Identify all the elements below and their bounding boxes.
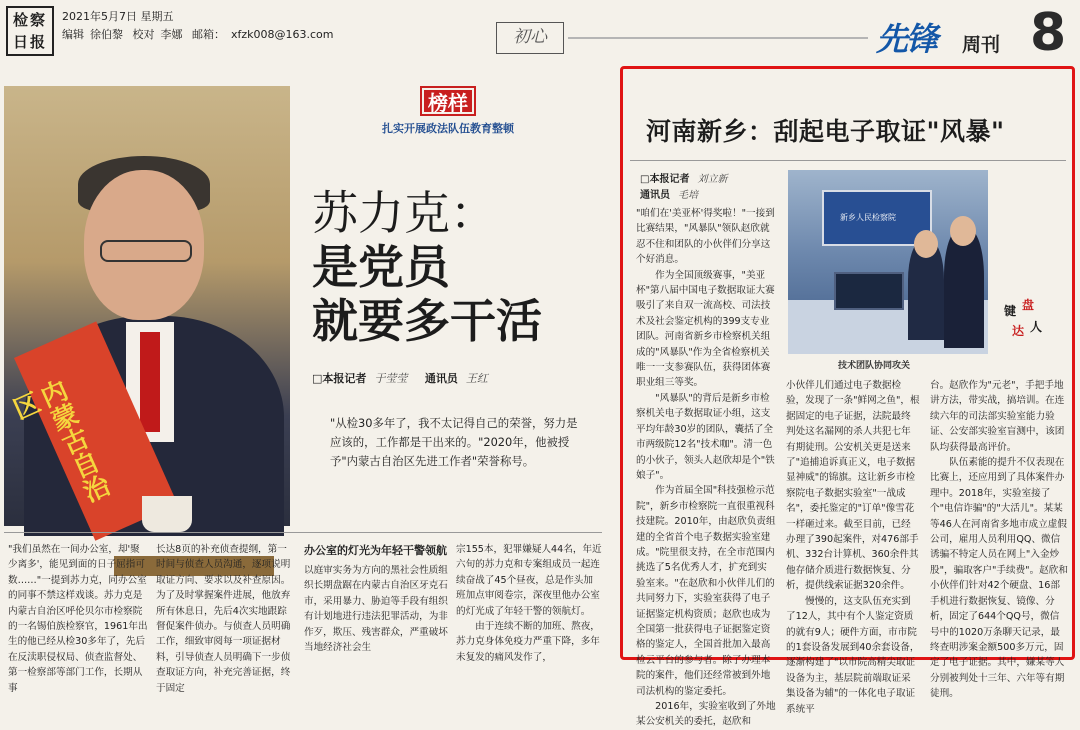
right-headline[interactable]: 河南新乡：刮起电子取证"风暴" <box>646 117 1005 146</box>
byline-correspondent-name: 毛培 <box>678 190 698 201</box>
header-divider <box>568 37 868 39</box>
badge-char-2: 盘 <box>1022 298 1035 312</box>
left-body-col-3-text: 以庭审实务为方向的黑社会性质组织长期盘踞在内蒙古自治区牙克石市，采用暴力、胁迫等手段有组织有计划地进行违法犯罪活动，为非作歹，欺压、残害群众，严重破坏当地经济社会生 <box>304 565 448 654</box>
role-model-tag: 榜样 <box>420 86 476 116</box>
byline-reporter-name: 于莹莹 <box>374 372 408 385</box>
photo-monitor <box>834 272 904 310</box>
proofreader-name: 李娜 <box>160 28 183 41</box>
byline-key-correspondent: 通讯员 <box>640 190 670 201</box>
badge-char-1: 键 <box>1004 304 1017 318</box>
masthead <box>0 0 1080 66</box>
sash-text: 内蒙古自治区 <box>5 376 113 507</box>
right-body-col-2: 小伙伴儿们通过电子数据检验，发现了一条"鲜网之鱼"，根据固定的电子证据，法院最终判处这名漏网的杀人共犯七年有期徒刑。公安机关更是送来了"追捕追诉真正义，电子数据显神威"的锦旗。这让新乡市检察院电子数据实验室"一战成名"，委托鉴定的"订单"像雪花一样砸过来。截至目前，已经办理了390起案件，对476部手机、332台计算机、360余件其他存储介质进行数据恢复、分析，提供线索证据320余件。 慢慢的，这支队伍充实到了12人，其中有个人鉴定资质的就有9人；硬件方面，市市院的1套设备发展到40余套设备，逐渐构建了"以市院高精尖取证设备为主，基层院前端取证采集设备为辅"的一体化电子取证系统平 <box>786 380 920 715</box>
byline-key-reporter: □本报记者 <box>312 372 367 385</box>
left-headline[interactable] <box>312 186 542 348</box>
headline-line-2: 是党员 <box>312 240 450 294</box>
badge-char-4: 人 <box>1030 320 1043 334</box>
photo-tie <box>140 332 160 432</box>
photo-face-2 <box>950 216 976 246</box>
left-body-col-3 <box>304 542 450 662</box>
byline-key-correspondent: 通讯员 <box>424 372 458 385</box>
header-meta <box>62 8 340 44</box>
photo-glasses <box>100 240 192 262</box>
campaign-subtitle: 扎实开展政法队伍教育整顿 <box>382 122 514 135</box>
editor-name: 徐伯黎 <box>90 28 123 41</box>
right-divider <box>630 160 1066 161</box>
headline-line-1: 苏力克： <box>312 186 496 240</box>
photo-cup <box>142 496 192 532</box>
date-line: 2021年5月7日 星期五 <box>62 10 174 23</box>
portrait-photo <box>4 86 290 526</box>
column-tag: 初心 <box>496 22 564 54</box>
keyboard-expert-badge <box>1004 296 1048 342</box>
email-label: 邮箱： <box>192 28 225 41</box>
right-byline <box>640 172 727 204</box>
left-byline <box>312 370 502 386</box>
photo-person-2 <box>944 228 984 348</box>
editor-label: 编辑 <box>62 28 84 41</box>
left-body-col-4: 宗155本，犯罪嫌疑人44名，年近六旬的苏力克和专案组成员一起连续奋战了45个昼夜，总是作头加班加点审阅卷宗，深夜里他办公室的灯光成了年轻干警的领航灯。 由于连续不断的加班、熬夜，苏力克身体免疫力严重下降，多年未复发的痛风发作了， <box>456 544 602 663</box>
newspaper-logo: 检察日报 <box>6 6 54 56</box>
left-body-col-1: "我们虽然在一间办公室，却'聚少离多'，能见到面的日子屈指可数……"一提到苏力克，同办公室的同事不禁这样戏谈。苏力克是内蒙古自治区呼伦贝尔市检察院的一名锡伯族检察官，1961年出生的他已经从检30多年了，先后在反渎职侵权局、侦查监督处、第一检察部等部门工作，长期从事 <box>8 544 148 694</box>
right-body-col-3: 台。赵欣作为"元老"，手把手地讲方法，带实战，搞培训。在连续六年的司法部实验室能力验证、公安部实验室盲测中，该团队均获得最高评价。 队伍素能的提升不仅表现在比赛上，还应用到了具体案件办理中。2018年，实验室接了个"电信诈骗"的"大活儿"。某某等46人在河南省多地市成立虚假公司，雇用人员利用QQ、微信诱骗不特定人员在网上"入金炒股"，骗取客户"手续费"。赵欣和小伙伴们针对42个硬盘、16部手机进行数据恢复、镜像、分析，固定了644个QQ号，微信号中的1020万条聊天记录，最终查明涉案金额500多万元，固定了电子证据。其中，嫌某等人分别被判处十三年、六年等有期徒刑。 <box>930 380 1068 700</box>
team-photo <box>788 170 988 354</box>
section-title: 先锋 <box>876 20 937 58</box>
byline-reporter-name: 刘立新 <box>697 174 728 185</box>
weekly-label: 周刊 <box>962 34 1001 56</box>
subhead: 办公室的灯光为年轻干警领航 <box>304 544 447 557</box>
pull-quote: "从检30多年了，我不太记得自己的荣誉，努力是应该的，工作都是干出来的。"2020年，他被授予"内蒙古自治区先进工作者"荣誉称号。 <box>330 416 578 468</box>
email-link[interactable]: xfzk008@163.com <box>231 28 334 41</box>
screen-text: 新乡人民检察院 <box>840 213 896 222</box>
headline-line-3: 就要多干活 <box>312 294 542 348</box>
photo-caption: 技术团队协同攻关 <box>838 361 911 371</box>
photo-face-1 <box>914 230 938 258</box>
left-body-col-2: 长达8页的补充侦查提纲，第一时间与侦查人员沟通，逐项说明取证方向、要求以及补查原因。为了及时掌握案件进展，他放弃所有休息日，先后4次实地跟踪督促案件侦办。与侦查人员明确工作，细致审阅每一项证据材料，引导侦查人员明确下一步侦查取证方向，补充完善证据，终于固定 <box>156 544 291 694</box>
byline-key-reporter: □本报记者 <box>640 174 690 185</box>
badge-char-3: 达 <box>1012 324 1025 338</box>
page-number: 8 <box>1030 3 1067 63</box>
byline-correspondent-name: 王红 <box>465 372 488 385</box>
left-divider <box>4 532 602 533</box>
staff-line <box>62 26 340 44</box>
right-body-col-1: "咱们在'美亚杯'得奖啦！"一接到比赛结果，"风暴队"领队赵欣就忍不住和团队的小伙伴们分享这个好消息。 作为全国顶级赛事，"美亚杯"第八届中国电子数据取证大赛吸引了来自双一流高校、司法技术及社会鉴定机构的399支专业团队。河南省新乡市检察机关组成的"风暴队"作为全省检察机关唯一一支参赛队伍，获得团体赛职业组三等奖。 "风暴队"的背后是新乡市检察机关电子数据取证小组，这支平均年龄30岁的团队，囊括了全市两级院12名"技术咖"。清一色的小伙子，领头人赵欣却是个"铁娘子"。 作为首届全国"科技强检示范院"，新乡市检察院一直很重视科技建院。2010年，由赵欣负责组建的全省首个电子数据实验室建成。"院里很支持，在全市范围内挑选了5名优秀人才，扩充到实验室来。"在赵欣和小伙伴儿们的共同努力下，实验室获得了电子证据鉴定机构资质；赵欣也成为全国第一批获得电子证据鉴定资格的鉴定人，全国首批加入最高检云平台的参与者。除了办理本院的案件，他们还经常被到外地司法机构的鉴定委托。 2016年，实验室收到了外地某公安机关的委托，赵欣和 <box>636 208 776 728</box>
proof-label: 校对 <box>132 28 155 41</box>
